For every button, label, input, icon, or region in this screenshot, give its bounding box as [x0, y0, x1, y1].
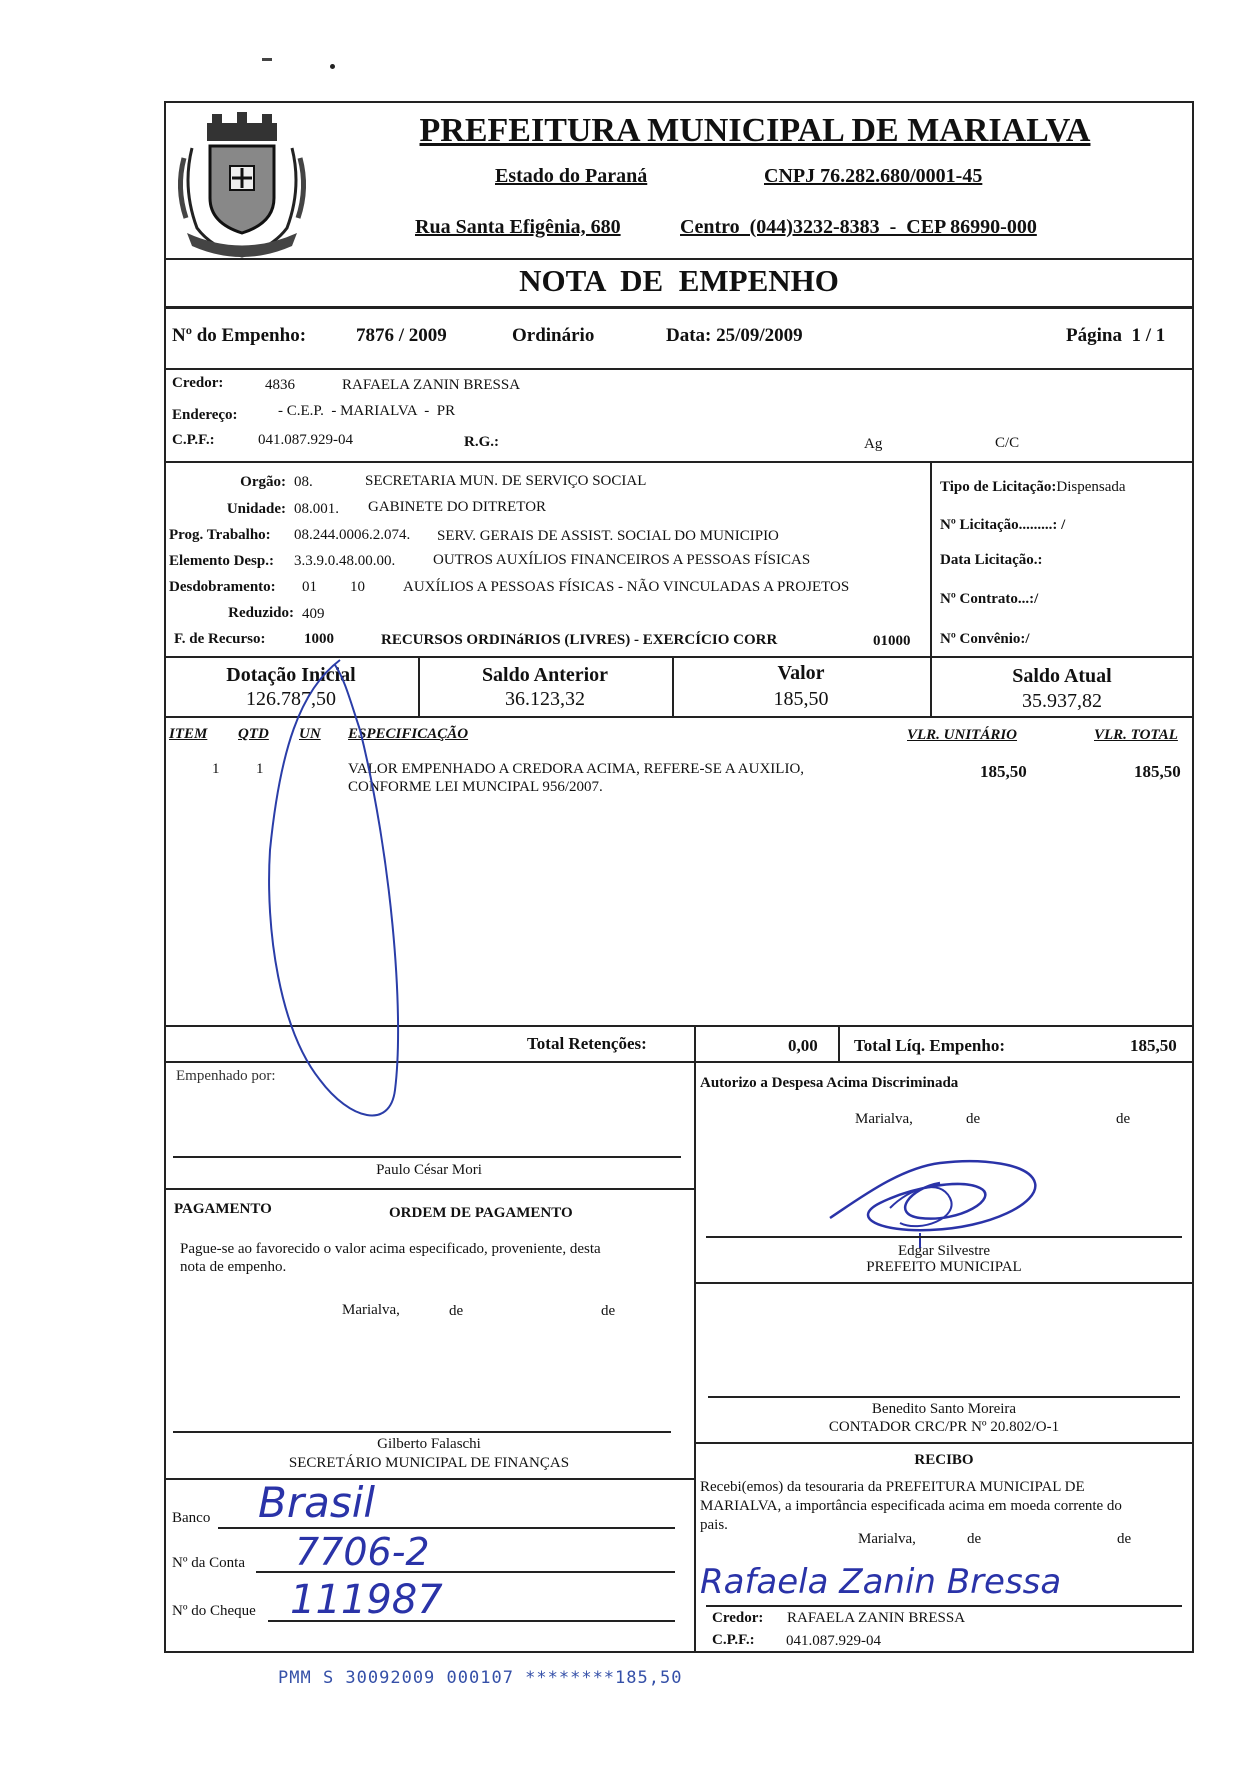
item-total-value: 185,50 [1134, 762, 1181, 781]
page-number: Página 1 / 1 [1066, 325, 1166, 346]
endereco-label: Endereço: [172, 407, 238, 423]
item-description-line1: VALOR EMPENHADO A CREDORA ACIMA, REFERE-SE A AUXILIO, [348, 761, 805, 777]
pagamento-label: PAGAMENTO [174, 1201, 272, 1217]
col-header-vlr-unitario: VLR. UNITÁRIO [907, 727, 1018, 743]
divider [694, 1061, 696, 1653]
recibo-title: RECIBO [914, 1452, 974, 1468]
item-number: 1 [212, 761, 220, 777]
desdobramento-label: Desdobramento: [169, 579, 276, 595]
recibo-de2: de [1117, 1531, 1132, 1547]
item-qtd: 1 [256, 761, 264, 777]
elemento-code: 3.3.9.0.48.00.00. [294, 553, 396, 569]
col-header-un: UN [299, 726, 321, 742]
tipo-licitacao-label: Tipo de Licitação: [940, 479, 1057, 495]
total-retencoes-label: Total Retenções: [527, 1034, 647, 1053]
divider [694, 1025, 696, 1061]
unidade-name: GABINETE DO DITRETOR [368, 499, 547, 515]
prog-code: 08.244.0006.2.074. [294, 527, 411, 543]
valor-label: Valor [777, 662, 825, 684]
cc-label: C/C [995, 435, 1020, 451]
prog-name: SERV. GERAIS DE ASSIST. SOCIAL DO MUNICIPIO [437, 528, 779, 544]
dotacao-label: Dotação Inicial [226, 664, 356, 686]
banco-field-line [218, 1527, 675, 1529]
total-liquido-value: 185,50 [1130, 1036, 1177, 1055]
payment-stamp: PMM S 30092009 000107 ********185,50 [278, 1668, 683, 1688]
scan-mark [330, 64, 335, 69]
item-unit-value: 185,50 [980, 762, 1027, 781]
pagamento-de1: de [449, 1303, 464, 1319]
saldo-atual-value: 35.937,82 [1022, 690, 1102, 712]
divider [164, 368, 1194, 370]
secretario-name: Gilberto Falaschi [377, 1436, 481, 1452]
fonte-code: 1000 [304, 631, 334, 647]
divider [164, 258, 1194, 260]
address-label: Rua Santa Efigênia, 680 [415, 216, 621, 238]
total-liquido-label: Total Líq. Empenho: [854, 1036, 1005, 1055]
desdobramento-code2: 10 [350, 579, 365, 595]
coat-of-arms-icon [172, 108, 312, 260]
data-licitacao: Data Licitação.: [940, 552, 1043, 568]
rg-label: R.G.: [464, 434, 499, 450]
divider [164, 656, 1194, 658]
ordem-pagamento-label: ORDEM DE PAGAMENTO [389, 1205, 573, 1221]
unidade-code: 08.001. [294, 501, 339, 517]
signature-line [173, 1156, 681, 1158]
credor-code: 4836 [265, 377, 295, 393]
contador-name: Benedito Santo Moreira [871, 1401, 1017, 1417]
saldo-atual-label: Saldo Atual [1012, 665, 1112, 687]
recibo-de1: de [967, 1531, 982, 1547]
recibo-credor-name: RAFAELA ZANIN BRESSA [787, 1610, 966, 1626]
divider [694, 1282, 1194, 1284]
state-label: Estado do Paraná [495, 165, 648, 187]
pagamento-de2: de [601, 1303, 616, 1319]
signature-line [708, 1396, 1180, 1398]
divider [164, 1188, 694, 1190]
numero-contrato: Nº Contrato...:/ [940, 591, 1039, 607]
item-description-line2: CONFORME LEI MUNCIPAL 956/2007. [348, 779, 603, 795]
credor-name: RAFAELA ZANIN BRESSA [342, 377, 521, 393]
contact-label: Centro (044)3232-8383 - CEP 86990-000 [680, 216, 1037, 238]
recibo-cpf-label: C.P.F.: [712, 1632, 755, 1648]
prog-label: Prog. Trabalho: [169, 527, 271, 543]
saldo-anterior-label: Saldo Anterior [481, 664, 609, 686]
signature-line [706, 1605, 1182, 1607]
unidade-label: Unidade: [226, 501, 286, 517]
cpf-label: C.P.F.: [172, 432, 215, 448]
divider [838, 1025, 840, 1061]
divider [164, 1061, 1194, 1063]
fonte-label: F. de Recurso: [174, 631, 266, 647]
empenho-number-label: Nº do Empenho: [172, 325, 307, 346]
cpf-value: 041.087.929-04 [258, 432, 353, 448]
col-header-vlr-total: VLR. TOTAL [1094, 727, 1178, 743]
tipo-licitacao-field [940, 479, 1126, 496]
divider [930, 461, 932, 657]
credor-signature: Rafaela Zanin Bressa [700, 1562, 1062, 1602]
pagamento-local: Marialva, [342, 1302, 400, 1318]
autorizo-de1: de [966, 1111, 981, 1127]
tipo-licitacao-value: Dispensada [1056, 479, 1126, 495]
empenhado-label: Empenhado por: [176, 1068, 276, 1084]
recibo-credor-label: Credor: [712, 1610, 764, 1626]
numero-licitacao: Nº Licitação.........: / [940, 517, 1066, 533]
prefeito-name: Edgar Silvestre [897, 1243, 991, 1259]
reduzido-label: Reduzido: [228, 605, 294, 621]
saldo-anterior-value: 36.123,32 [505, 688, 585, 710]
empenho-type: Ordinário [512, 325, 595, 346]
banco-handwritten: Brasil [258, 1478, 376, 1527]
conta-label: Nº da Conta [172, 1555, 245, 1571]
divider [164, 461, 1194, 463]
ag-label: Ag [864, 436, 883, 452]
endereco-value: - C.E.P. - MARIALVA - PR [278, 403, 456, 419]
total-retencoes-value: 0,00 [788, 1036, 818, 1055]
pagamento-text-line2: nota de empenho. [180, 1259, 287, 1275]
cnpj-label: CNPJ 76.282.680/0001-45 [764, 165, 983, 187]
page-title: PREFEITURA MUNICIPAL DE MARIALVA [419, 112, 1091, 149]
recibo-text-line2: MARIALVA, a importância especificada acima em moeda corrente do [700, 1498, 1122, 1514]
elemento-label: Elemento Desp.: [169, 553, 274, 569]
divider [164, 1025, 1194, 1027]
signature-line [173, 1431, 671, 1433]
orgao-code: 08. [294, 474, 313, 490]
recibo-cpf-value: 041.087.929-04 [786, 1633, 881, 1649]
desdobramento-name: AUXÍLIOS A PESSOAS FÍSICAS - NÃO VINCULADAS A PROJETOS [403, 579, 850, 595]
valor-value: 185,50 [773, 688, 829, 710]
banco-label: Banco [172, 1510, 211, 1526]
prefeito-signature-icon [820, 1148, 1050, 1258]
divider [164, 716, 1194, 718]
dotacao-value: 126.787,50 [246, 688, 336, 710]
divider [164, 306, 1194, 309]
scan-mark [262, 58, 272, 61]
fonte-number: 01000 [873, 633, 911, 649]
recibo-local: Marialva, [858, 1531, 916, 1547]
numero-convenio: Nº Convênio:/ [940, 631, 1030, 647]
col-header-qtd: QTD [238, 726, 269, 742]
orgao-label: Orgão: [240, 474, 286, 490]
cheque-handwritten: 111987 [290, 1577, 443, 1623]
secretario-title: SECRETÁRIO MUNICIPAL DE FINANÇAS [288, 1455, 570, 1471]
signature-line [706, 1236, 1182, 1238]
prefeito-title: PREFEITO MUNICIPAL [866, 1259, 1022, 1275]
recibo-text-line3: pais. [700, 1517, 728, 1533]
reduzido-value: 409 [302, 606, 325, 622]
divider [694, 1442, 1194, 1444]
empenhado-name: Paulo César Mori [376, 1162, 482, 1178]
fonte-name: RECURSOS ORDINáRIOS (LIVRES) - EXERCÍCIO CORR [381, 632, 778, 648]
contador-title: CONTADOR CRC/PR Nº 20.802/O-1 [828, 1419, 1060, 1435]
cheque-label: Nº do Cheque [172, 1603, 256, 1619]
autorizo-de2: de [1116, 1111, 1131, 1127]
credor-label: Credor: [172, 375, 224, 391]
recibo-text-line1: Recebi(emos) da tesouraria da PREFEITURA MUNICIPAL DE [700, 1479, 1085, 1495]
orgao-name: SECRETARIA MUN. DE SERVIÇO SOCIAL [365, 473, 647, 489]
elemento-name: OUTROS AUXÍLIOS FINANCEIROS A PESSOAS FÍSICAS [433, 552, 811, 568]
divider [164, 1478, 694, 1480]
conta-handwritten: 7706-2 [295, 1530, 430, 1574]
empenho-date: Data: 25/09/2009 [666, 325, 803, 346]
autorizo-title: Autorizo a Despesa Acima Discriminada [700, 1075, 959, 1091]
col-header-item: ITEM [169, 726, 208, 742]
pagamento-text-line1: Pague-se ao favorecido o valor acima especificado, proveniente, desta [180, 1241, 601, 1257]
desdobramento-code1: 01 [302, 579, 317, 595]
col-header-especificacao: ESPECIFICAÇÃO [348, 726, 469, 742]
autorizo-local: Marialva, [855, 1111, 913, 1127]
empenho-number: 7876 / 2009 [356, 325, 447, 346]
document-title: NOTA DE EMPENHO [519, 263, 839, 298]
